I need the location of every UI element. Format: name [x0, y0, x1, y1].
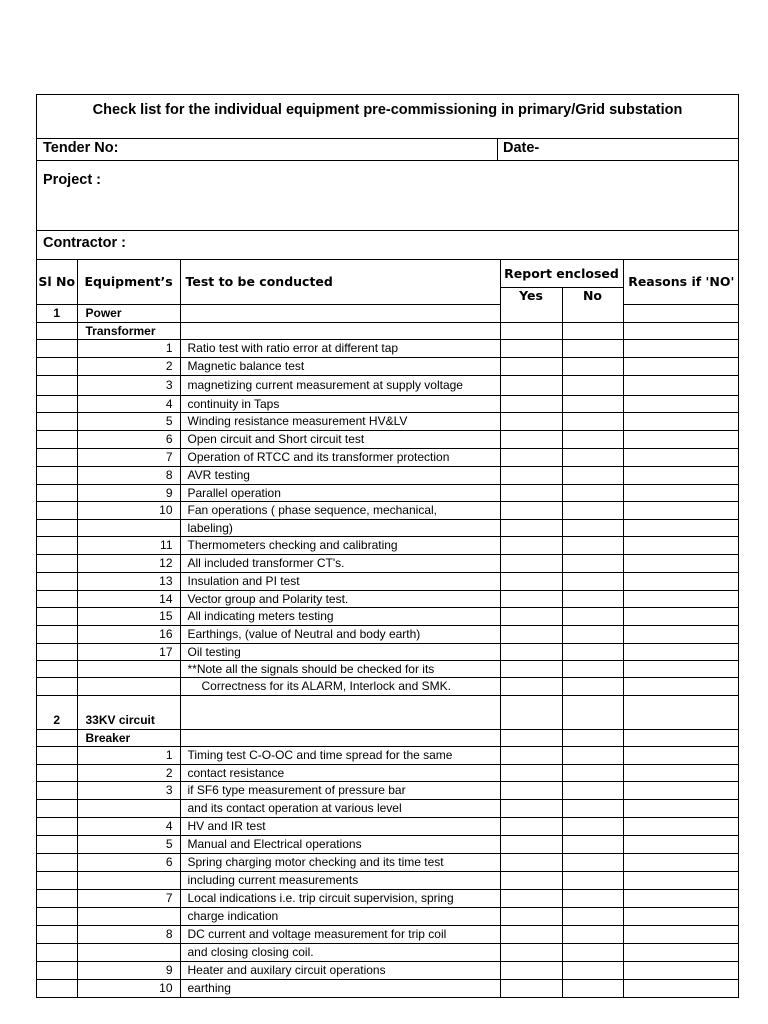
note-text: **Note all the signals should be checked for its	[180, 660, 500, 677]
report-yes-cell	[500, 484, 562, 501]
reasons-cell	[623, 853, 739, 871]
test-number: 15	[77, 607, 180, 625]
test-description: AVR testing	[180, 466, 500, 484]
equipment-cell-empty	[77, 677, 180, 695]
test-description: continuity in Taps	[180, 395, 500, 412]
table-row	[37, 412, 739, 430]
report-no-cell	[562, 871, 623, 889]
table-row	[37, 835, 739, 853]
report-no-cell	[562, 572, 623, 590]
reasons-cell	[623, 357, 739, 375]
table-row	[37, 375, 739, 395]
test-cell-empty	[180, 304, 500, 322]
reasons-cell	[623, 677, 739, 695]
sl-cell-empty	[37, 572, 77, 590]
table-row	[37, 554, 739, 572]
report-no-cell	[562, 907, 623, 925]
checklist-sheet	[36, 94, 739, 998]
report-no-cell	[562, 889, 623, 907]
header-reasons: Reasons if 'NO'	[623, 260, 739, 304]
report-no-cell	[562, 764, 623, 781]
report-yes-cell	[500, 943, 562, 961]
table-row	[37, 625, 739, 643]
sl-cell-empty	[37, 799, 77, 817]
reasons-cell	[623, 519, 739, 536]
test-number: 5	[77, 835, 180, 853]
test-cell-empty	[180, 712, 500, 729]
table-row	[37, 322, 739, 339]
table-row	[37, 979, 739, 997]
sl-cell-empty	[37, 625, 77, 643]
sl-cell-empty	[37, 764, 77, 781]
table-row	[37, 907, 739, 925]
table-row	[37, 943, 739, 961]
reasons-cell	[623, 304, 739, 322]
report-yes-cell	[500, 925, 562, 943]
test-description: All included transformer CT's.	[180, 554, 500, 572]
test-number-empty	[77, 871, 180, 889]
report-no-cell	[562, 395, 623, 412]
table-row	[37, 448, 739, 466]
report-no-cell	[562, 712, 623, 729]
test-description: Timing test C-O-OC and time spread for the same	[180, 746, 500, 764]
page-title: Check list for the individual equipment pre-commissioning in primary/Grid substation	[37, 95, 738, 139]
report-no-cell	[562, 853, 623, 871]
report-yes-cell	[500, 519, 562, 536]
report-no-cell	[562, 357, 623, 375]
checklist-table	[37, 260, 739, 997]
test-description: Winding resistance measurement HV&LV	[180, 412, 500, 430]
test-number: 9	[77, 484, 180, 501]
report-no-cell	[562, 304, 623, 322]
report-no-cell	[562, 625, 623, 643]
equipment-name-cont: Breaker	[77, 729, 180, 746]
note-text-cont: Correctness for its ALARM, Interlock and SMK.	[180, 677, 500, 695]
report-no-cell	[562, 375, 623, 395]
report-no-cell	[562, 943, 623, 961]
tender-no-label: Tender No:	[37, 139, 498, 160]
table-row	[37, 746, 739, 764]
sl-cell-empty	[37, 871, 77, 889]
reasons-cell	[623, 554, 739, 572]
reasons-cell	[623, 695, 739, 712]
sl-cell-empty	[37, 677, 77, 695]
test-cell-empty	[180, 322, 500, 339]
header-equipment: Equipment’s	[77, 260, 180, 304]
table-row	[37, 607, 739, 625]
sl-cell-empty	[37, 961, 77, 979]
table-row	[37, 304, 739, 322]
test-number: 12	[77, 554, 180, 572]
report-no-cell	[562, 799, 623, 817]
sl-cell-empty	[37, 501, 77, 519]
sl-cell-empty	[37, 448, 77, 466]
sl-cell-empty	[37, 430, 77, 448]
table-row	[37, 519, 739, 536]
test-number: 2	[77, 357, 180, 375]
table-row	[37, 484, 739, 501]
header-test: Test to be conducted	[180, 260, 500, 304]
report-yes-cell	[500, 907, 562, 925]
report-no-cell	[562, 746, 623, 764]
report-yes-cell	[500, 448, 562, 466]
report-no-cell	[562, 501, 623, 519]
table-row	[37, 677, 739, 695]
report-no-cell	[562, 322, 623, 339]
report-no-cell	[562, 430, 623, 448]
report-yes-cell	[500, 746, 562, 764]
test-number-empty	[77, 943, 180, 961]
test-number-empty	[77, 519, 180, 536]
test-number: 10	[77, 979, 180, 997]
report-no-cell	[562, 484, 623, 501]
table-row	[37, 961, 739, 979]
sl-cell-empty	[37, 695, 77, 712]
test-number: 13	[77, 572, 180, 590]
report-no-cell	[562, 607, 623, 625]
report-no-cell	[562, 695, 623, 712]
table-row	[37, 729, 739, 746]
reasons-cell	[623, 643, 739, 660]
reasons-cell	[623, 412, 739, 430]
table-row	[37, 889, 739, 907]
report-yes-cell	[500, 375, 562, 395]
report-yes-cell	[500, 590, 562, 607]
sl-cell-empty	[37, 590, 77, 607]
test-description: DC current and voltage measurement for trip coil	[180, 925, 500, 943]
sl-cell-empty	[37, 339, 77, 357]
test-cell-empty	[180, 695, 500, 712]
reasons-cell	[623, 395, 739, 412]
reasons-cell	[623, 817, 739, 835]
table-row	[37, 799, 739, 817]
reasons-cell	[623, 484, 739, 501]
test-number: 8	[77, 466, 180, 484]
sl-number: 2	[37, 712, 77, 729]
table-row	[37, 643, 739, 660]
report-no-cell	[562, 677, 623, 695]
reasons-cell	[623, 943, 739, 961]
report-no-cell	[562, 412, 623, 430]
test-description-cont: charge indication	[180, 907, 500, 925]
report-no-cell	[562, 519, 623, 536]
test-description: Operation of RTCC and its transformer protection	[180, 448, 500, 466]
report-yes-cell	[500, 501, 562, 519]
reasons-cell	[623, 746, 739, 764]
reasons-cell	[623, 660, 739, 677]
test-number: 4	[77, 817, 180, 835]
reasons-cell	[623, 764, 739, 781]
report-no-cell	[562, 466, 623, 484]
reasons-cell	[623, 835, 739, 853]
sl-cell-empty	[37, 729, 77, 746]
test-number: 16	[77, 625, 180, 643]
sl-cell-empty	[37, 607, 77, 625]
report-no-cell	[562, 339, 623, 357]
report-yes-cell	[500, 643, 562, 660]
sl-cell-empty	[37, 781, 77, 799]
report-no-cell	[562, 925, 623, 943]
test-description-cont: and closing closing coil.	[180, 943, 500, 961]
sl-cell-empty	[37, 643, 77, 660]
test-description: Earthings, (value of Neutral and body earth)	[180, 625, 500, 643]
report-yes-cell	[500, 572, 562, 590]
report-no-cell	[562, 835, 623, 853]
equipment-cell-empty	[77, 695, 180, 712]
sl-cell-empty	[37, 466, 77, 484]
report-yes-cell	[500, 607, 562, 625]
test-number: 17	[77, 643, 180, 660]
reasons-cell	[623, 501, 739, 519]
report-yes-cell	[500, 536, 562, 554]
test-description: magnetizing current measurement at supply voltage	[180, 375, 500, 395]
reasons-cell	[623, 961, 739, 979]
test-number: 10	[77, 501, 180, 519]
reasons-cell	[623, 925, 739, 943]
reasons-cell	[623, 625, 739, 643]
table-row	[37, 712, 739, 729]
test-number: 6	[77, 430, 180, 448]
section-power-transformer	[37, 304, 739, 712]
reasons-cell	[623, 889, 739, 907]
date-label: Date-	[503, 140, 540, 156]
table-row	[37, 817, 739, 835]
report-no-cell	[562, 781, 623, 799]
report-yes-cell	[500, 357, 562, 375]
sl-cell-empty	[37, 889, 77, 907]
test-number-empty	[77, 799, 180, 817]
sl-cell-empty	[37, 395, 77, 412]
report-no-cell	[562, 729, 623, 746]
report-yes-cell	[500, 835, 562, 853]
report-yes-cell	[500, 889, 562, 907]
test-description-cont: including current measurements	[180, 871, 500, 889]
report-no-cell	[562, 590, 623, 607]
test-description: Insulation and PI test	[180, 572, 500, 590]
reasons-cell	[623, 339, 739, 357]
sl-cell-empty	[37, 746, 77, 764]
report-yes-cell	[500, 764, 562, 781]
table-row	[37, 660, 739, 677]
report-yes-cell	[500, 729, 562, 746]
test-number: 1	[77, 339, 180, 357]
table-row	[37, 871, 739, 889]
reasons-cell	[623, 448, 739, 466]
sl-cell-empty	[37, 357, 77, 375]
sl-cell-empty	[37, 943, 77, 961]
reasons-cell	[623, 729, 739, 746]
sl-cell-empty	[37, 375, 77, 395]
reasons-cell	[623, 607, 739, 625]
reasons-cell	[623, 871, 739, 889]
reasons-cell	[623, 907, 739, 925]
test-number: 3	[77, 375, 180, 395]
header-yes: Yes	[500, 287, 562, 304]
reasons-cell	[623, 375, 739, 395]
report-yes-cell	[500, 625, 562, 643]
test-number: 1	[77, 746, 180, 764]
report-yes-cell	[500, 979, 562, 997]
test-description: Parallel operation	[180, 484, 500, 501]
reasons-cell	[623, 466, 739, 484]
report-yes-cell	[500, 695, 562, 712]
reasons-cell	[623, 799, 739, 817]
reasons-cell	[623, 781, 739, 799]
table-row	[37, 695, 739, 712]
reasons-cell	[623, 536, 739, 554]
table-row	[37, 501, 739, 519]
test-description: Manual and Electrical operations	[180, 835, 500, 853]
sl-cell-empty	[37, 519, 77, 536]
test-description: earthing	[180, 979, 500, 997]
report-no-cell	[562, 448, 623, 466]
header-no: No	[562, 287, 623, 304]
sl-cell-empty	[37, 412, 77, 430]
test-description: Spring charging motor checking and its time test	[180, 853, 500, 871]
test-number: 7	[77, 889, 180, 907]
table-row	[37, 466, 739, 484]
table-row	[37, 764, 739, 781]
equipment-name-cont: Transformer	[77, 322, 180, 339]
test-description: Magnetic balance test	[180, 357, 500, 375]
report-no-cell	[562, 979, 623, 997]
report-yes-cell	[500, 660, 562, 677]
table-row	[37, 430, 739, 448]
table-row	[37, 357, 739, 375]
report-no-cell	[562, 536, 623, 554]
sl-cell-empty	[37, 835, 77, 853]
test-cell-empty	[180, 729, 500, 746]
header-sl-no: Sl No	[37, 260, 77, 304]
equipment-name: 33KV circuit	[77, 712, 180, 729]
sl-cell-empty	[37, 484, 77, 501]
reasons-cell	[623, 430, 739, 448]
sl-cell-empty	[37, 979, 77, 997]
report-no-cell	[562, 643, 623, 660]
reasons-cell	[623, 712, 739, 729]
test-number: 7	[77, 448, 180, 466]
report-no-cell	[562, 660, 623, 677]
test-description: Vector group and Polarity test.	[180, 590, 500, 607]
report-yes-cell	[500, 781, 562, 799]
report-yes-cell	[500, 304, 562, 322]
test-number: 2	[77, 764, 180, 781]
test-description-cont: labeling)	[180, 519, 500, 536]
table-row	[37, 395, 739, 412]
test-description: Ratio test with ratio error at different tap	[180, 339, 500, 357]
report-yes-cell	[500, 395, 562, 412]
report-yes-cell	[500, 322, 562, 339]
test-description: Oil testing	[180, 643, 500, 660]
report-yes-cell	[500, 339, 562, 357]
test-number: 5	[77, 412, 180, 430]
sl-cell-empty	[37, 817, 77, 835]
sl-cell-empty	[37, 907, 77, 925]
report-yes-cell	[500, 554, 562, 572]
tender-row	[37, 139, 738, 161]
table-row	[37, 339, 739, 357]
table-row	[37, 925, 739, 943]
report-yes-cell	[500, 430, 562, 448]
table-row	[37, 572, 739, 590]
section-circuit-breaker	[37, 712, 739, 997]
report-yes-cell	[500, 871, 562, 889]
report-yes-cell	[500, 853, 562, 871]
sl-cell-empty	[37, 322, 77, 339]
contractor-label: Contractor :	[37, 231, 738, 260]
test-number: 14	[77, 590, 180, 607]
report-yes-cell	[500, 799, 562, 817]
test-number-empty	[77, 907, 180, 925]
table-row	[37, 590, 739, 607]
test-description: if SF6 type measurement of pressure bar	[180, 781, 500, 799]
equipment-cell-empty	[77, 660, 180, 677]
report-yes-cell	[500, 412, 562, 430]
sl-cell-empty	[37, 536, 77, 554]
sl-number: 1	[37, 304, 77, 322]
reasons-cell	[623, 572, 739, 590]
report-yes-cell	[500, 712, 562, 729]
test-number: 11	[77, 536, 180, 554]
test-description: Heater and auxilary circuit operations	[180, 961, 500, 979]
report-no-cell	[562, 554, 623, 572]
test-description: All indicating meters testing	[180, 607, 500, 625]
report-yes-cell	[500, 817, 562, 835]
test-description: Thermometers checking and calibrating	[180, 536, 500, 554]
header-report-enclosed: Report enclosed	[500, 260, 623, 287]
project-label: Project :	[37, 161, 738, 231]
report-no-cell	[562, 961, 623, 979]
test-description: contact resistance	[180, 764, 500, 781]
report-no-cell	[562, 817, 623, 835]
sl-cell-empty	[37, 853, 77, 871]
sl-cell-empty	[37, 925, 77, 943]
test-number: 9	[77, 961, 180, 979]
sl-cell-empty	[37, 660, 77, 677]
test-description-cont: and its contact operation at various level	[180, 799, 500, 817]
reasons-cell	[623, 979, 739, 997]
test-description: HV and IR test	[180, 817, 500, 835]
test-number: 4	[77, 395, 180, 412]
equipment-name: Power	[77, 304, 180, 322]
test-number: 3	[77, 781, 180, 799]
table-row	[37, 781, 739, 799]
sl-cell-empty	[37, 554, 77, 572]
test-number: 8	[77, 925, 180, 943]
test-description: Local indications i.e. trip circuit supervision, spring	[180, 889, 500, 907]
table-row	[37, 853, 739, 871]
report-yes-cell	[500, 466, 562, 484]
reasons-cell	[623, 590, 739, 607]
report-yes-cell	[500, 677, 562, 695]
reasons-cell	[623, 322, 739, 339]
report-yes-cell	[500, 961, 562, 979]
test-number: 6	[77, 853, 180, 871]
table-row	[37, 536, 739, 554]
test-description: Open circuit and Short circuit test	[180, 430, 500, 448]
test-description: Fan operations ( phase sequence, mechanical,	[180, 501, 500, 519]
